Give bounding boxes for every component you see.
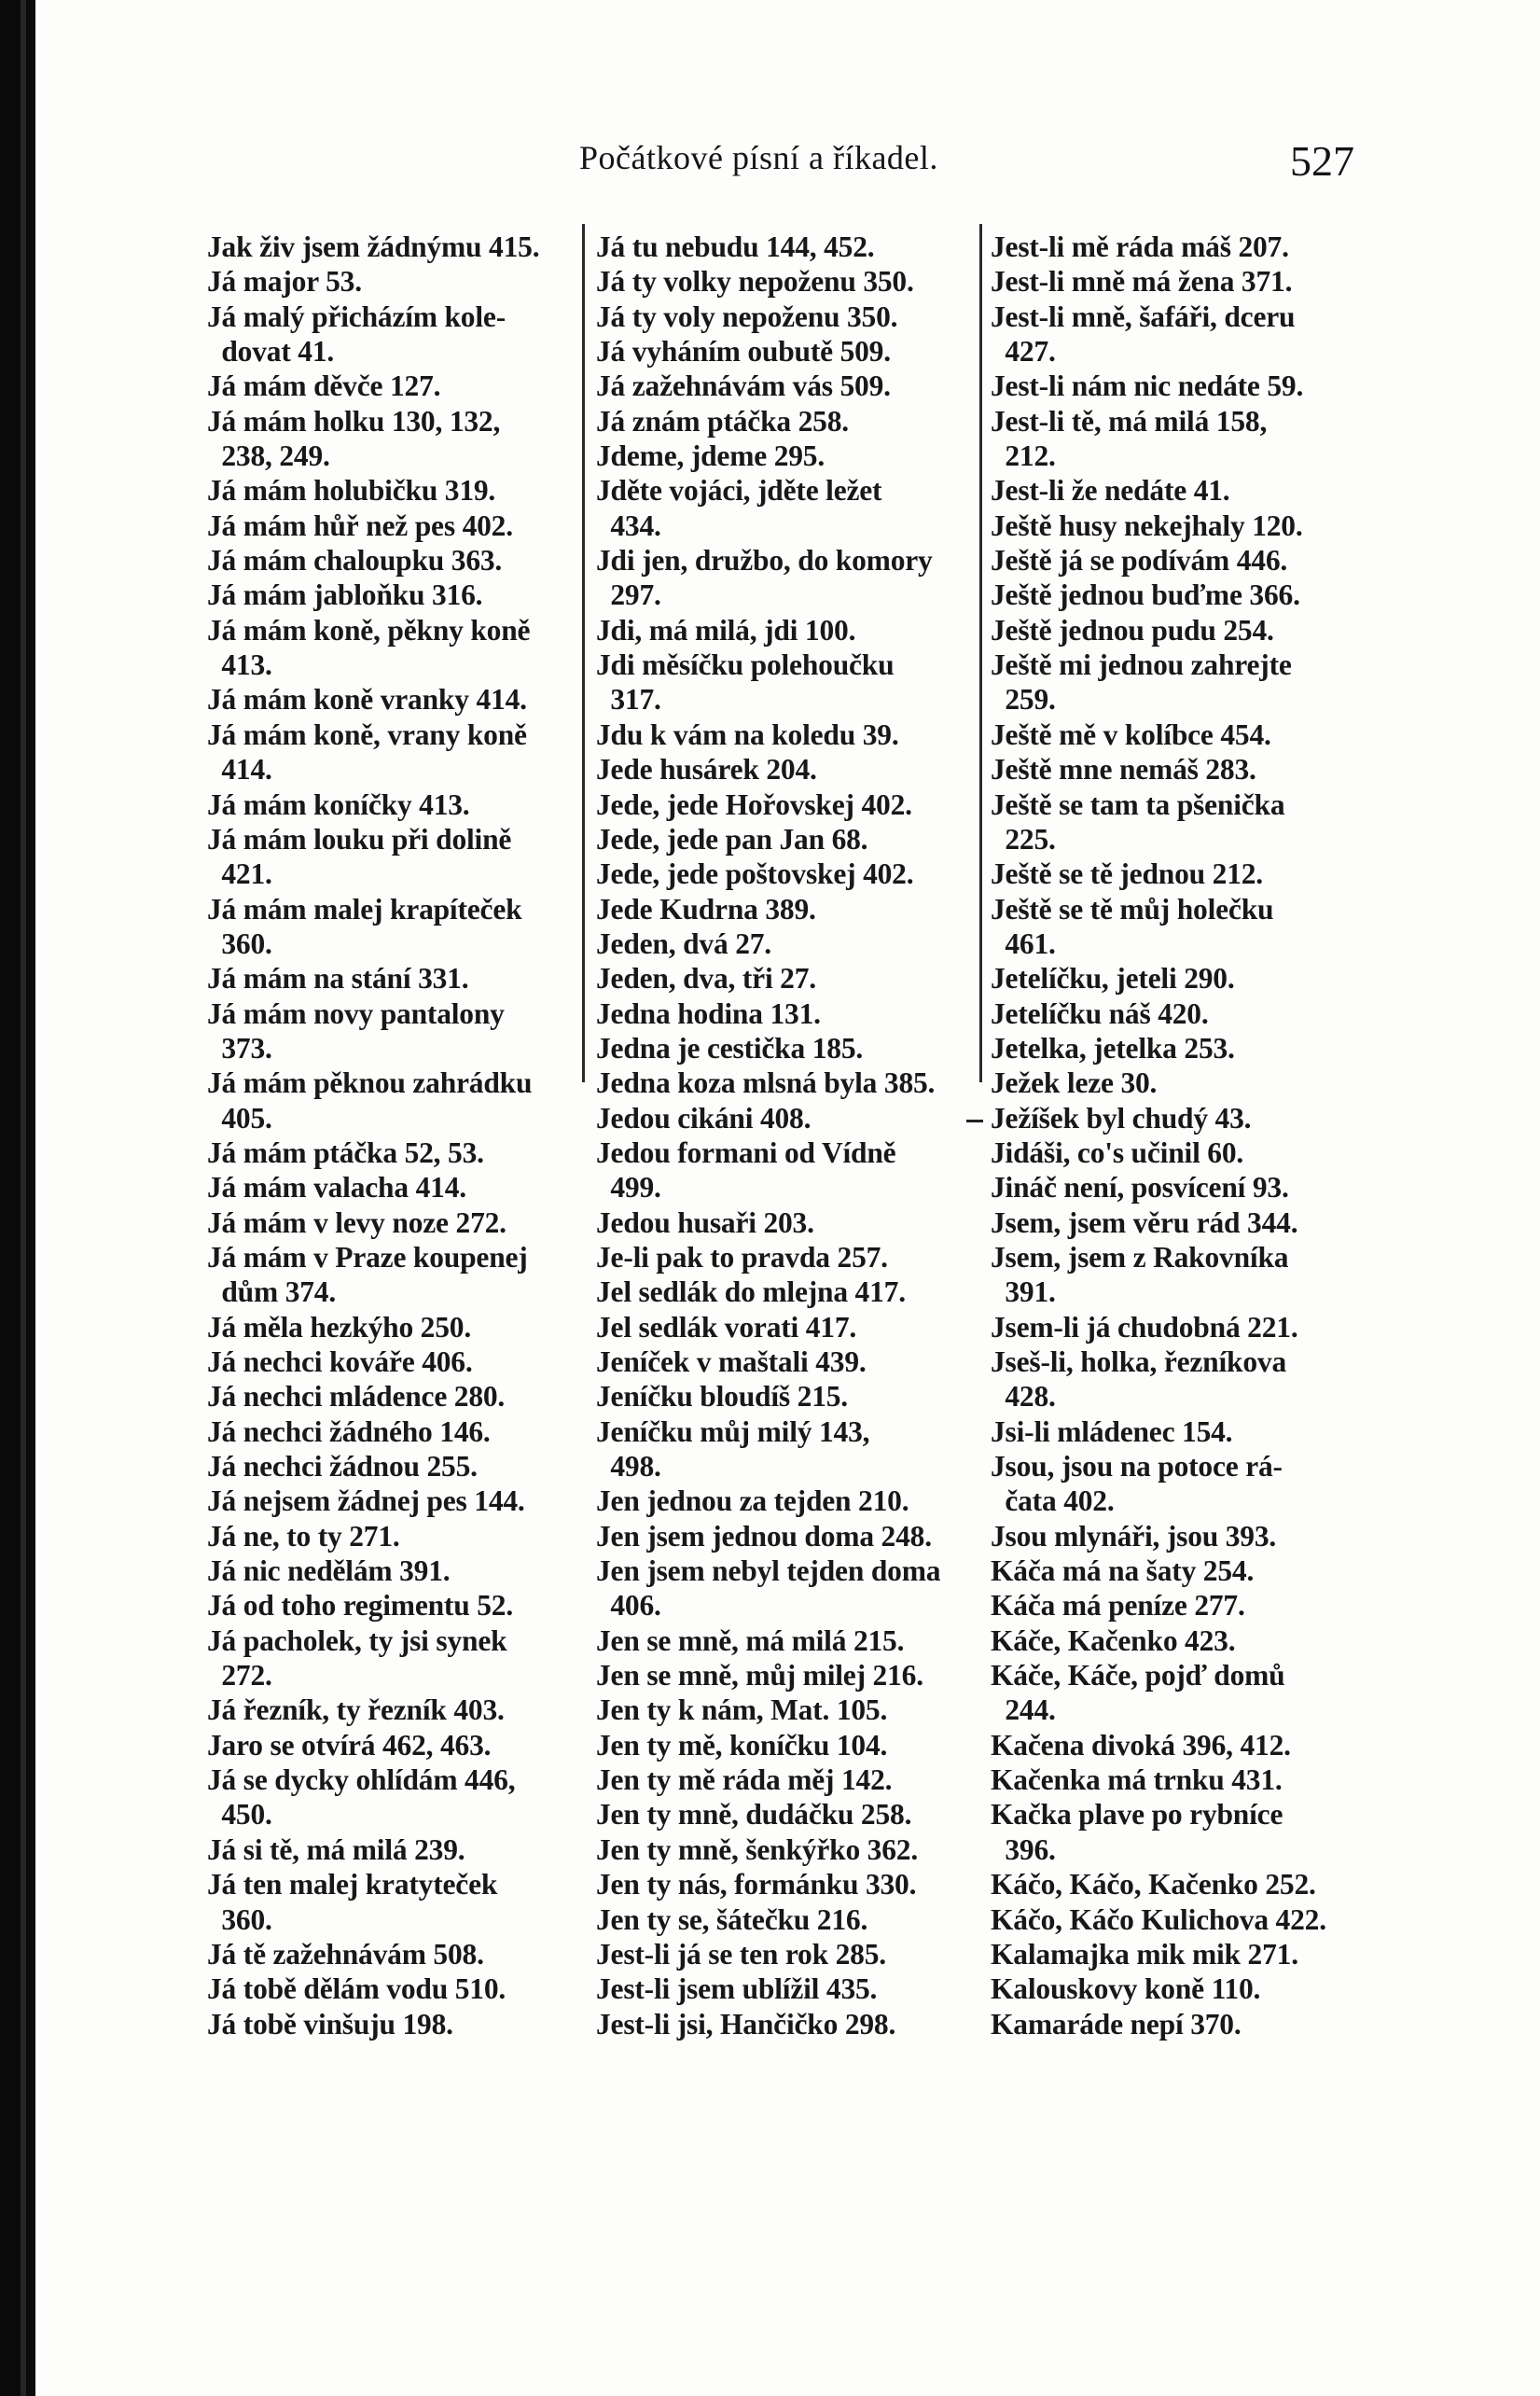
index-entry-line: Jsem, jsem z Rakovníka: [991, 1240, 1289, 1274]
index-entry-line: 259.: [991, 683, 1056, 717]
index-entry-line: Já tobě vinšuju 198.: [207, 2007, 453, 2041]
index-entry-line: Já znám ptáčka 258.: [596, 404, 849, 438]
index-entry-line: Jest-li že nedáte 41.: [991, 474, 1230, 508]
index-entry-line: Já mám v Praze koupenej: [207, 1240, 528, 1274]
index-entry-line: Kalouskovy koně 110.: [991, 1972, 1261, 2006]
index-entry-line: Já mám jabloňku 316.: [207, 578, 483, 612]
index-entry-line: Já tě zažehnávám 508.: [207, 1937, 484, 1971]
index-entry-line: 391.: [991, 1275, 1056, 1309]
index-entry-line: Já vyháním oubutě 509.: [596, 335, 891, 369]
index-entry-line: Káča má na šaty 254.: [991, 1554, 1255, 1588]
index-entry-line: Já nic nedělám 391.: [207, 1554, 451, 1588]
index-entry-line: Já mám v levy noze 272.: [207, 1205, 506, 1239]
index-entry-line: Já tobě dělám vodu 510.: [207, 1972, 506, 2006]
index-entry-line: Já mám ptáčka 52, 53.: [207, 1135, 484, 1169]
index-entry-line: Jseš-li, holka, řezníkova: [991, 1345, 1287, 1378]
index-entry-line: Ježíšek byl chudý 43.: [991, 1101, 1252, 1135]
index-entry-line: Je-li pak to pravda 257.: [596, 1240, 888, 1274]
index-entry-line: Já mám děvče 127.: [207, 369, 441, 403]
index-entry-line: Já major 53.: [207, 265, 362, 299]
index-entry-line: Jetelka, jetelka 253.: [991, 1031, 1235, 1065]
index-entry-line: Jináč není, posvícení 93.: [991, 1171, 1289, 1205]
index-entry-line: Jdi, má milá, jdi 100.: [596, 613, 856, 647]
index-entry-line: Já mám malej krapíteček: [207, 892, 522, 926]
index-entry-line: Jen ty mě, koníčku 104.: [596, 1728, 888, 1762]
index-entry-line: Já mám valacha 414.: [207, 1171, 466, 1205]
index-entry-line: 244.: [991, 1693, 1056, 1727]
index-entry-line: Jen se mně, má milá 215.: [596, 1623, 905, 1657]
end-dash: [966, 1120, 983, 1122]
index-entry-line: Jedna hodina 131.: [596, 996, 821, 1030]
index-entry-line: Jidáši, co's učinil 60.: [991, 1135, 1244, 1169]
index-entry-line: Jsem-li já chudobná 221.: [991, 1310, 1298, 1344]
index-entry-line: 225.: [991, 822, 1056, 856]
index-entry-line: 413.: [207, 648, 272, 682]
index-entry-line: Jeden, dva, tři 27.: [596, 962, 816, 996]
index-entry-line: Já mám koníčky 413.: [207, 787, 470, 821]
index-entry-line: Jeden, dvá 27.: [596, 926, 771, 960]
index-entry-line: 317.: [596, 683, 661, 717]
index-entry-line: 360.: [207, 1902, 272, 1936]
index-entry-line: Já mám louku při dolině: [207, 822, 512, 856]
index-entry-line: 272.: [207, 1659, 272, 1693]
index-entry-line: Jdu k vám na koledu 39.: [596, 717, 899, 751]
page-number: 527: [1290, 137, 1354, 185]
column-divider: [979, 224, 982, 1082]
index-entry-line: Já nechci žádnou 255.: [207, 1450, 478, 1484]
index-entry-line: 434.: [596, 508, 661, 542]
index-entry-line: Ještě jednou pudu 254.: [991, 613, 1274, 647]
index-entry-line: Ještě se tam ta pšenička: [991, 787, 1285, 821]
index-entry-line: Já nechci žádného 146.: [207, 1414, 491, 1448]
index-entry-line: Jen jsem nebyl tejden doma: [596, 1554, 941, 1588]
index-entry-line: Kačena divoká 396, 412.: [991, 1728, 1291, 1762]
index-entry-line: Jen ty mně, dudáčku 258.: [596, 1798, 912, 1832]
index-entry-line: Já od toho regimentu 52.: [207, 1589, 513, 1623]
index-entry-line: Jen se mně, můj milej 216.: [596, 1659, 923, 1693]
scan-edge: [21, 0, 26, 2396]
index-entry-line: Jel sedlák do mlejna 417.: [596, 1275, 906, 1309]
index-entry-line: Kamaráde nepí 370.: [991, 2007, 1242, 2041]
index-column-3: [991, 230, 1410, 2041]
index-entry-line: Káčo, Káčo Kulichova 422.: [991, 1902, 1326, 1936]
index-entry-line: Jest-li tě, má milá 158,: [991, 404, 1268, 438]
index-entry-line: Jen jednou za tejden 210.: [596, 1484, 909, 1518]
index-entry-line: 461.: [991, 926, 1056, 960]
index-entry-line: Jede, jede Hořovskej 402.: [596, 787, 912, 821]
index-entry-line: Já mám koně, pěkny koně: [207, 613, 531, 647]
index-entry-line: Jest-li mně, šafáři, dceru: [991, 300, 1296, 333]
index-entry-line: Jsou, jsou na potoce rá-: [991, 1450, 1283, 1484]
index-entry-line: Jdeme, jdeme 295.: [596, 439, 825, 473]
index-entry-line: Ještě mne nemáš 283.: [991, 753, 1256, 787]
index-entry-line: Já se dycky ohlídám 446,: [207, 1763, 516, 1797]
index-entry-line: Ještě husy nekejhaly 120.: [991, 508, 1303, 542]
index-entry-line: Já malý přicházím kole-: [207, 300, 506, 333]
index-entry-line: 498.: [596, 1450, 661, 1484]
index-entry-line: Jedna koza mlsná byla 385.: [596, 1066, 936, 1100]
index-entry-line: Káče, Kačenko 423.: [991, 1623, 1236, 1657]
index-entry-line: 414.: [207, 753, 272, 787]
index-column-1: [207, 230, 594, 2041]
index-entry-line: Jak živ jsem žádnýmu 415.: [207, 230, 540, 263]
index-entry-line: Já řezník, ty řezník 403.: [207, 1693, 505, 1727]
index-entry-line: Já si tě, má milá 239.: [207, 1832, 465, 1866]
column-divider: [582, 224, 585, 1082]
index-entry-line: Jedou formani od Vídně: [596, 1135, 896, 1169]
index-entry-line: Káče, Káče, pojď domů: [991, 1659, 1285, 1693]
index-entry-line: Já nechci mládence 280.: [207, 1380, 506, 1414]
index-entry-line: Jest-li já se ten rok 285.: [596, 1937, 886, 1971]
index-entry-line: Já tu nebudu 144, 452.: [596, 230, 875, 263]
index-entry-line: Ještě mě v kolíbce 454.: [991, 717, 1271, 751]
index-entry-line: Káča má peníze 277.: [991, 1589, 1245, 1623]
index-entry-line: Jsi-li mládenec 154.: [991, 1414, 1233, 1448]
index-entry-line: Jen jsem jednou doma 248.: [596, 1519, 932, 1553]
index-entry-line: Jsem, jsem věru rád 344.: [991, 1205, 1298, 1239]
index-entry-line: Jest-li mně má žena 371.: [991, 265, 1293, 299]
index-entry-line: Já pacholek, ty jsi synek: [207, 1623, 507, 1657]
index-column-2: [596, 230, 1011, 2041]
index-entry-line: Jsou mlynáři, jsou 393.: [991, 1519, 1277, 1553]
index-entry-line: Já mám chaloupku 363.: [207, 544, 503, 578]
index-entry-line: Jest-li nám nic nedáte 59.: [991, 369, 1304, 403]
index-entry-line: 450.: [207, 1798, 272, 1832]
index-entry-line: 428.: [991, 1380, 1056, 1414]
page-header: [35, 127, 1540, 202]
index-entry-line: 238, 249.: [207, 439, 330, 473]
index-entry-line: Kalamajka mik mik 271.: [991, 1937, 1298, 1971]
index-entry-line: Já ty voly nepoženu 350.: [596, 300, 898, 333]
index-entry-line: Já mám pěknou zahrádku: [207, 1066, 533, 1100]
book-page: [35, 0, 1540, 2396]
index-entry-line: Jen ty mě ráda měj 142.: [596, 1763, 893, 1797]
index-entry-line: Jest-li jsi, Hančičko 298.: [596, 2007, 896, 2041]
index-entry-line: Já mám holku 130, 132,: [207, 404, 501, 438]
index-entry-line: Kačenka má trnku 431.: [991, 1763, 1283, 1797]
index-entry-line: 297.: [596, 578, 661, 612]
index-entry-line: Jede husárek 204.: [596, 753, 817, 787]
index-entry-line: Jede Kudrna 389.: [596, 892, 816, 926]
index-entry-line: 360.: [207, 926, 272, 960]
index-entry-line: Jedou cikáni 408.: [596, 1101, 812, 1135]
index-entry-line: Jel sedlák vorati 417.: [596, 1310, 857, 1344]
index-entry-line: Ještě jednou buďme 366.: [991, 578, 1300, 612]
index-entry-line: Káčo, Káčo, Kačenko 252.: [991, 1868, 1316, 1901]
index-entry-line: Ještě se tě jednou 212.: [991, 857, 1263, 891]
index-entry-line: Já nechci kováře 406.: [207, 1345, 473, 1378]
index-entry-line: Já nejsem žádnej pes 144.: [207, 1484, 525, 1518]
index-entry-line: Kačka plave po rybníce: [991, 1798, 1283, 1832]
index-entry-line: Já mám hůř než pes 402.: [207, 508, 513, 542]
index-entry-line: 396.: [991, 1832, 1056, 1866]
index-entry-line: Jen ty k nám, Mat. 105.: [596, 1693, 888, 1727]
index-entry-line: 212.: [991, 439, 1056, 473]
index-entry-line: Jen ty nás, formánku 330.: [596, 1868, 917, 1901]
index-entry-line: dovat 41.: [207, 335, 335, 369]
index-entry-line: Jest-li mě ráda máš 207.: [991, 230, 1289, 263]
index-entry-line: Jeníčku bloudíš 215.: [596, 1380, 848, 1414]
index-entry-line: Já mám holubičku 319.: [207, 474, 496, 508]
index-entry-line: Jetelíčku, jeteli 290.: [991, 962, 1235, 996]
index-entry-line: 421.: [207, 857, 272, 891]
index-entry-line: čata 402.: [991, 1484, 1115, 1518]
index-entry-line: Jdi měsíčku polehoučku: [596, 648, 895, 682]
index-entry-line: Jetelíčku náš 420.: [991, 996, 1209, 1030]
index-entry-line: Já ne, to ty 271.: [207, 1519, 400, 1553]
index-entry-line: Já měla hezkýho 250.: [207, 1310, 471, 1344]
index-entry-line: Jedna je cestička 185.: [596, 1031, 864, 1065]
index-entry-line: Já mám koně vranky 414.: [207, 683, 527, 717]
index-entry-line: Jedou husaři 203.: [596, 1205, 814, 1239]
index-entry-line: Jede, jede pan Jan 68.: [596, 822, 868, 856]
index-entry-line: Jen ty mně, šenkýřko 362.: [596, 1832, 919, 1866]
index-entry-line: Jaro se otvírá 462, 463.: [207, 1728, 492, 1762]
index-entry-line: 427.: [991, 335, 1056, 369]
index-entry-line: Jděte vojáci, jděte ležet: [596, 474, 882, 508]
index-entry-line: Já mám novy pantalony: [207, 996, 505, 1030]
index-entry-line: 373.: [207, 1031, 272, 1065]
index-entry-line: Jeníčku můj milý 143,: [596, 1414, 870, 1448]
index-entry-line: dům 374.: [207, 1275, 337, 1309]
index-entry-line: Jeníček v maštali 439.: [596, 1345, 867, 1378]
index-entry-line: Jest-li jsem ublížil 435.: [596, 1972, 878, 2006]
index-entry-line: Já mám koně, vrany koně: [207, 717, 527, 751]
index-entry-line: Ještě mi jednou zahrejte: [991, 648, 1292, 682]
index-entry-line: Já mám na stání 331.: [207, 962, 469, 996]
index-entry-line: Já zažehnávám vás 509.: [596, 369, 891, 403]
index-entry-line: Já ten malej kratyteček: [207, 1868, 498, 1901]
index-entry-line: 499.: [596, 1171, 661, 1205]
running-title: Počátkové písní a říkadel.: [579, 139, 938, 176]
index-entry-line: Jen ty se, šátečku 216.: [596, 1902, 868, 1936]
index-entry-line: Ještě se tě můj holečku: [991, 892, 1274, 926]
index-entry-line: 406.: [596, 1589, 661, 1623]
index-entry-line: Jdi jen, družbo, do komory: [596, 544, 933, 578]
index-entry-line: 405.: [207, 1101, 272, 1135]
index-entry-line: Jede, jede poštovskej 402.: [596, 857, 914, 891]
index-entry-line: Já ty volky nepoženu 350.: [596, 265, 914, 299]
index-entry-line: Ještě já se podívám 446.: [991, 544, 1288, 578]
index-entry-line: Ježek leze 30.: [991, 1066, 1158, 1100]
